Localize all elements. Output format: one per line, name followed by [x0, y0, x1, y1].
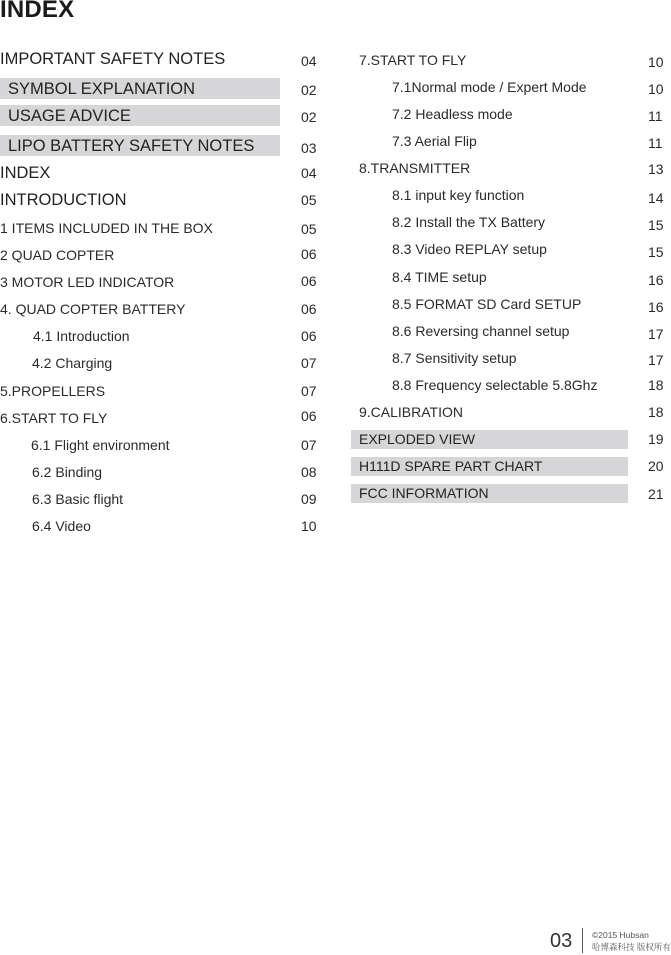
toc-entry-install-tx-battery[interactable]: 8.2 Install the TX Battery	[392, 214, 546, 230]
toc-page-number: 06	[301, 328, 317, 344]
toc-page-number: 04	[301, 165, 317, 181]
toc-entry-normal-expert-mode[interactable]: 7.1Normal mode / Expert Mode	[392, 79, 587, 95]
page-title: INDEX	[0, 0, 75, 23]
toc-entry-transmitter[interactable]: 8.TRANSMITTER	[359, 160, 471, 176]
toc-page-number: 07	[301, 383, 317, 399]
toc-entry-exploded-view[interactable]: EXPLODED VIEW	[359, 431, 475, 447]
toc-page-number: 20	[648, 458, 664, 474]
toc-page-number: 07	[301, 437, 317, 453]
toc-entry-battery-charging[interactable]: 4.2 Charging	[32, 355, 113, 371]
toc-page-number: 09	[301, 491, 317, 507]
toc-entry-video-replay-setup[interactable]: 8.3 Video REPLAY setup	[392, 241, 547, 257]
toc-entry-fcc-information[interactable]: FCC INFORMATION	[359, 485, 489, 501]
toc-page-number: 08	[301, 464, 317, 480]
toc-page-number: 10	[301, 518, 317, 534]
toc-entry-lipo-battery-safety-notes[interactable]: LIPO BATTERY SAFETY NOTES	[8, 137, 255, 155]
toc-page-number: 06	[301, 301, 317, 317]
toc-entry-symbol-explanation[interactable]: SYMBOL EXPLANATION	[8, 80, 196, 98]
footer-company-rights: 哈博森科技 版权所有	[592, 942, 671, 952]
toc-page-number: 02	[301, 82, 317, 98]
toc-page-number: 17	[648, 326, 664, 342]
toc-page-number: 15	[648, 217, 664, 233]
toc-page-number: 19	[648, 431, 664, 447]
toc-entry-quad-copter[interactable]: 2 QUAD COPTER	[0, 247, 115, 263]
toc-entry-spare-part-chart[interactable]: H111D SPARE PART CHART	[359, 458, 543, 474]
toc-entry-introduction[interactable]: INTRODUCTION	[0, 191, 127, 209]
toc-page-number: 13	[648, 161, 664, 177]
toc-page-number: 02	[301, 109, 317, 125]
toc-page-number: 05	[301, 192, 317, 208]
toc-page-number: 18	[648, 404, 664, 420]
toc-entry-format-sd-card[interactable]: 8.5 FORMAT SD Card SETUP	[392, 296, 582, 312]
toc-entry-frequency-selectable[interactable]: 8.8 Frequency selectable 5.8Ghz	[392, 377, 598, 393]
toc-entry-input-key-function[interactable]: 8.1 input key function	[392, 187, 525, 203]
toc-page-number: 10	[648, 81, 664, 97]
toc-page-number: 21	[648, 486, 664, 502]
toc-entry-index[interactable]: INDEX	[0, 164, 51, 182]
toc-page-number: 03	[301, 140, 317, 156]
toc-entry-usage-advice[interactable]: USAGE ADVICE	[8, 107, 131, 125]
toc-page-number: 11	[648, 135, 663, 151]
toc-page-number: 16	[648, 272, 664, 288]
toc-entry-propellers[interactable]: 5.PROPELLERS	[0, 383, 106, 399]
toc-entry-video[interactable]: 6.4 Video	[32, 518, 91, 534]
toc-entry-sensitivity-setup[interactable]: 8.7 Sensitivity setup	[392, 350, 517, 366]
toc-page-number: 07	[301, 355, 317, 371]
toc-page-number: 05	[301, 221, 317, 237]
toc-page-number: 11	[648, 108, 663, 124]
toc-entry-start-to-fly[interactable]: 6.START TO FLY	[0, 410, 108, 426]
toc-entry-motor-led-indicator[interactable]: 3 MOTOR LED INDICATOR	[0, 274, 175, 290]
toc-entry-time-setup[interactable]: 8.4 TIME setup	[392, 269, 487, 285]
toc-entry-important-safety-notes[interactable]: IMPORTANT SAFETY NOTES	[0, 50, 226, 68]
toc-page-number: 17	[648, 352, 664, 368]
footer-copyright: ©2015 Hubsan	[592, 930, 649, 940]
toc-page-number: 06	[301, 408, 317, 424]
toc-page-number: 18	[648, 377, 664, 393]
toc-entry-reversing-channel[interactable]: 8.6 Reversing channel setup	[392, 323, 570, 339]
toc-entry-quad-copter-battery[interactable]: 4. QUAD COPTER BATTERY	[0, 301, 186, 317]
toc-entry-items-included[interactable]: 1 ITEMS INCLUDED IN THE BOX	[0, 220, 213, 236]
toc-page-number: 10	[648, 54, 664, 70]
toc-entry-binding[interactable]: 6.2 Binding	[32, 464, 103, 480]
toc-entry-flight-environment[interactable]: 6.1 Flight environment	[31, 437, 170, 453]
toc-page-number: 16	[648, 299, 664, 315]
toc-entry-battery-introduction[interactable]: 4.1 Introduction	[33, 328, 130, 344]
toc-entry-start-to-fly-7[interactable]: 7.START TO FLY	[359, 52, 467, 68]
footer-divider	[582, 928, 583, 953]
toc-entry-headless-mode[interactable]: 7.2 Headless mode	[392, 106, 513, 122]
toc-page-number: 15	[648, 244, 664, 260]
footer-page-number: 03	[550, 930, 573, 952]
toc-entry-aerial-flip[interactable]: 7.3 Aerial Flip	[392, 133, 477, 149]
toc-entry-calibration[interactable]: 9.CALIBRATION	[359, 404, 463, 420]
toc-entry-basic-flight[interactable]: 6.3 Basic flight	[32, 491, 124, 507]
toc-page-number: 06	[301, 273, 317, 289]
toc-page-number: 04	[301, 53, 317, 69]
toc-page-number: 14	[648, 190, 664, 206]
toc-page-number: 06	[301, 246, 317, 262]
